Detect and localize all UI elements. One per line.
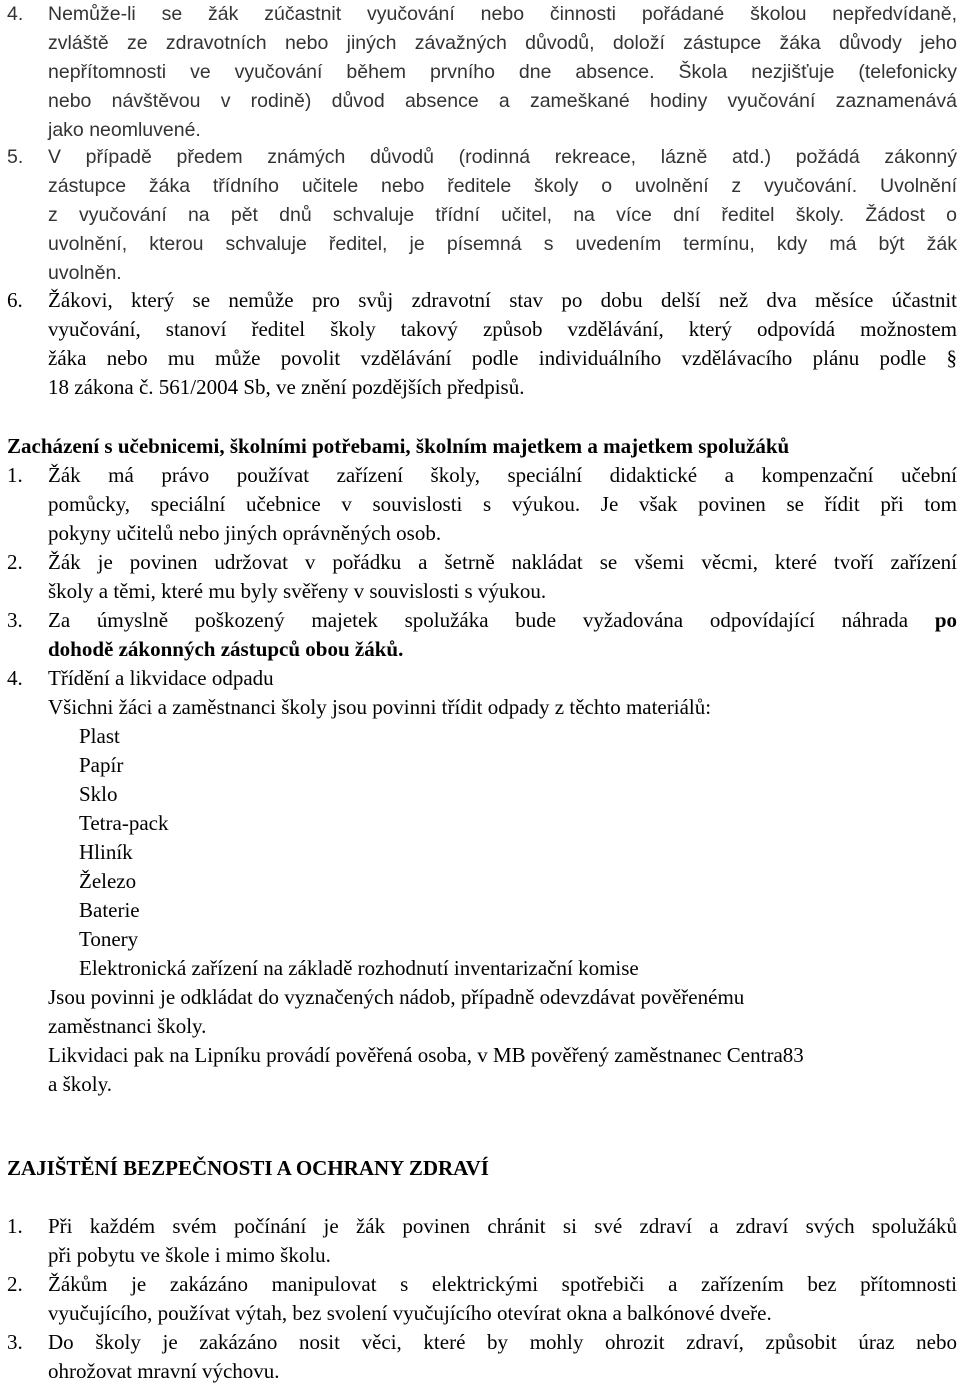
- paragraph-line: z vyučování na pět dnů schvaluje třídní učitel, na více dní ředitel školy. Žádost o: [48, 204, 957, 226]
- paragraph-line: školy a těmi, které mu byly svěřeny v souvislosti s výukou.: [48, 579, 547, 603]
- paragraph-line: vyučujícího, používat výtah, bez svolení vyučujícího otevírat okna a balkónové dveře.: [48, 1301, 772, 1325]
- item-number: 3.: [7, 608, 23, 632]
- paragraph-line: Při každém svém počínání je žák povinen chránit si své zdraví a zdraví svých spolužáků: [48, 1214, 957, 1238]
- safety-items: [7, 1212, 957, 1386]
- material-item: Tonery: [79, 927, 139, 951]
- safety-section: [7, 1154, 957, 1183]
- paragraph-line: Do školy je zakázáno nosit věci, které by mohly ohrozit zdraví, způsobit úraz nebo: [48, 1330, 957, 1354]
- paragraph-line: jako neomluvené.: [48, 119, 201, 141]
- paragraph-line: Žákům je zakázáno manipulovat s elektrickými spotřebiči a zařízením bez přítomnosti: [48, 1272, 957, 1296]
- paragraph-line: nepřítomnosti ve vyučování během prvního dne absence. Škola nezjišťuje (telefonicky: [48, 61, 957, 83]
- paragraph-line: a školy.: [48, 1072, 112, 1096]
- section-heading: Zacházení s učebnicemi, školními potřebami, školním majetkem a majetkem spolužáků: [7, 434, 790, 458]
- paragraph-line: zaměstnanci školy.: [48, 1014, 207, 1038]
- material-item: Baterie: [79, 898, 140, 922]
- bold-text: dohodě zákonných zástupců obou žáků.: [48, 637, 404, 661]
- paragraph-line: uvolněn.: [48, 262, 122, 284]
- paragraph-line: Žák je povinen udržovat v pořádku a šetrně nakládat se všemi věcmi, které tvoří zařízení: [48, 550, 957, 574]
- material-item: Elektronická zařízení na základě rozhodnutí inventarizační komise: [79, 956, 639, 980]
- paragraph-line: 18 zákona č. 561/2004 Sb, ve znění pozdějších předpisů.: [48, 375, 525, 399]
- paragraph-line: V případě předem známých důvodů (rodinná rekreace, lázně atd.) požádá zákonný: [48, 146, 957, 168]
- paragraph-line: Žák má právo používat zařízení školy, speciální didaktické a kompenzační učební: [48, 463, 957, 487]
- item-number: 4.: [7, 3, 24, 25]
- paragraph-line: zvláště ze zdravotních nebo jiných závažných důvodů, doloží zástupce žáka důvody jeho: [48, 32, 957, 54]
- item-number: 1.: [7, 463, 23, 487]
- material-item: Železo: [79, 869, 137, 893]
- paragraph-line: Všichni žáci a zaměstnanci školy jsou povinni třídit odpady z těchto materiálů:: [48, 695, 712, 719]
- paragraph-line: při pobytu ve škole i mimo školu.: [48, 1243, 331, 1267]
- absence-paragraph: [7, 0, 957, 145]
- item-number: 2.: [7, 550, 23, 574]
- paragraph-line: Za úmyslně poškozený majetek spolužáka bude vyžadována odpovídající náhrada: [48, 608, 909, 632]
- material-item: Tetra-pack: [79, 811, 169, 835]
- material-item: Sklo: [79, 782, 118, 806]
- paragraph-line: nebo návštěvou v rodině) důvod absence a zameškané hodiny vyučování zaznamenává: [48, 90, 957, 112]
- subsection-title: Třídění a likvidace odpadu: [48, 666, 274, 690]
- item-number: 1.: [7, 1214, 23, 1238]
- paragraph-line: uvolnění, kterou schvaluje ředitel, je písemná s uvedením termínu, kdy má být žák: [48, 233, 957, 255]
- item-number: 6.: [7, 288, 23, 312]
- item-number: 2.: [7, 1272, 23, 1296]
- property-section: [7, 432, 957, 1099]
- material-item: Papír: [79, 753, 124, 777]
- paragraph-line: Nemůže-li se žák zúčastnit vyučování nebo činnosti pořádané školou nepředvídaně,: [48, 3, 957, 25]
- material-item: Hliník: [79, 840, 133, 864]
- paragraph-line: pokyny učitelů nebo jiných oprávněných osob.: [48, 521, 442, 545]
- paragraph-line: Žákovi, který se nemůže pro svůj zdravotní stav po dobu delší než dva měsíce účastnit: [48, 288, 957, 312]
- paragraph-line: žáka nebo mu může povolit vzdělávání podle individuálního vzdělávacího plánu podle §: [48, 346, 957, 370]
- item-number: 4.: [7, 666, 23, 690]
- item-number: 5.: [7, 146, 24, 168]
- paragraph-line: Jsou povinni je odkládat do vyznačených nádob, případně odevzdávat pověřenému: [48, 985, 745, 1009]
- leave-request-paragraph: [7, 143, 957, 288]
- paragraph-line: Likvidaci pak na Lipníku provádí pověřená osoba, v MB pověřený zaměstnanec Centra83: [48, 1043, 804, 1067]
- paragraph-line: vyučování, stanoví ředitel školy takový způsob vzdělávání, který odpovídá možnostem: [48, 317, 957, 341]
- health-education-paragraph: [7, 286, 957, 402]
- paragraph-line: zástupce žáka třídního učitele nebo ředitele školy o uvolnění z vyučování. Uvolnění: [48, 175, 957, 197]
- material-item: Plast: [79, 724, 120, 748]
- item-number: 3.: [7, 1330, 23, 1354]
- paragraph-line: pomůcky, speciální učebnice v souvislosti s výukou. Je však povinen se řídit při tom: [48, 492, 957, 516]
- paragraph-line: ohrožovat mravní výchovu.: [48, 1359, 280, 1383]
- bold-text: po: [934, 608, 957, 632]
- section-heading: ZAJIŠTĚNÍ BEZPEČNOSTI A OCHRANY ZDRAVÍ: [7, 1156, 489, 1180]
